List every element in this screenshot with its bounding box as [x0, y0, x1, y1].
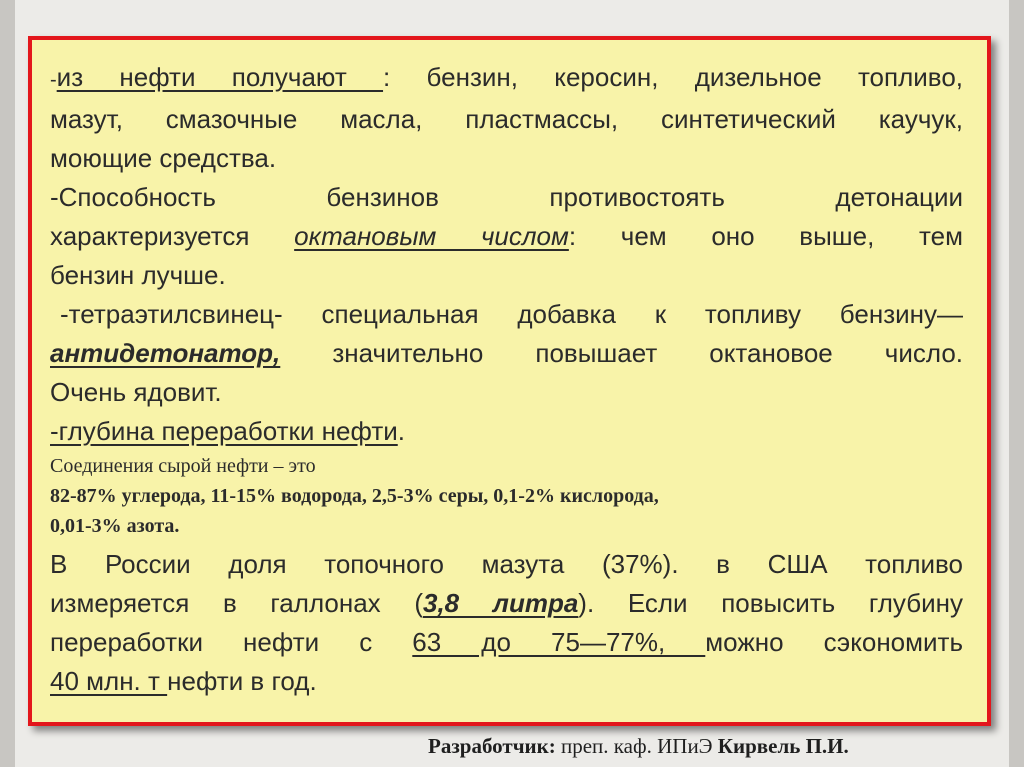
- russia-line-3: [50, 623, 963, 662]
- products-list: : бензин, керосин, дизельное топливо,: [383, 62, 963, 92]
- octane-before: характеризуется: [50, 221, 295, 251]
- paragraph-tetraethyllead: [50, 295, 963, 412]
- gallon-after: ). Если повысить глубину: [578, 588, 963, 618]
- paragraph-russia-usa: [50, 545, 963, 701]
- depth-after: можно сэкономить: [705, 627, 963, 657]
- developer-name: Кирвель П.И.: [717, 734, 849, 758]
- composition-line-1: 82-87% углерода, 11-15% водорода, 2,5-3% серы, 0,1-2% кислорода,: [50, 485, 659, 507]
- russia-line-2: [50, 584, 963, 623]
- right-edge-stripe: [1009, 0, 1024, 767]
- heading-period: .: [397, 416, 405, 446]
- russia-line-4: [50, 662, 963, 701]
- left-edge-stripe: [0, 0, 15, 767]
- depth-before: переработки нефти с: [50, 627, 413, 657]
- octane-line-1: -Способность бензинов противостоять детонации: [50, 182, 963, 212]
- products-line-1: [50, 58, 963, 100]
- paragraph-refining-depth: [50, 412, 963, 541]
- developer-position: преп. каф. ИПиЭ: [555, 734, 718, 758]
- tel-after: значительно повышает октановое число.: [280, 338, 963, 368]
- refining-heading-line: [50, 412, 963, 451]
- depth-range: 63 до 75—77%,: [412, 627, 706, 657]
- octane-after: : чем оно выше, тем: [568, 221, 963, 251]
- refining-heading: -глубина переработки нефти: [50, 416, 398, 446]
- octane-line-2: [50, 217, 963, 256]
- octane-number-term: октановым числом: [294, 221, 569, 251]
- gallon-paren: (: [414, 588, 423, 618]
- tel-line-3: Очень ядовит.: [50, 377, 222, 407]
- compounds-intro: Соединения сырой нефти – это: [50, 455, 316, 477]
- tel-line-2: [50, 334, 963, 373]
- slide-card: [28, 36, 991, 726]
- dash-prefix: -: [50, 69, 57, 91]
- tel-line-1: -тетраэтилсвинец- специальная добавка к топливу бензину—: [60, 299, 963, 329]
- gallon-before: измеряется в галлонах: [50, 588, 415, 618]
- products-line-2: мазут, смазочные масла, пластмассы, синтетический каучук,: [50, 104, 963, 134]
- products-line-3: моющие средства.: [50, 143, 277, 173]
- paragraph-octane: [50, 178, 963, 295]
- savings-after: нефти в год.: [167, 666, 317, 696]
- octane-line-3: бензин лучше.: [50, 260, 226, 290]
- developer-label: Разработчик:: [428, 734, 556, 758]
- composition-line-2: 0,01-3% азота.: [50, 515, 180, 537]
- savings-amount: 40 млн. т: [50, 666, 168, 696]
- products-lead: из нефти получают: [56, 62, 384, 92]
- paragraph-products: [50, 58, 963, 178]
- russia-line-1: В России доля топочного мазута (37%). в США топливо: [50, 549, 963, 579]
- antiknock-term: антидетонатор,: [50, 338, 281, 368]
- gallon-liters: 3,8 литра: [423, 588, 579, 618]
- author-footer: [428, 734, 849, 759]
